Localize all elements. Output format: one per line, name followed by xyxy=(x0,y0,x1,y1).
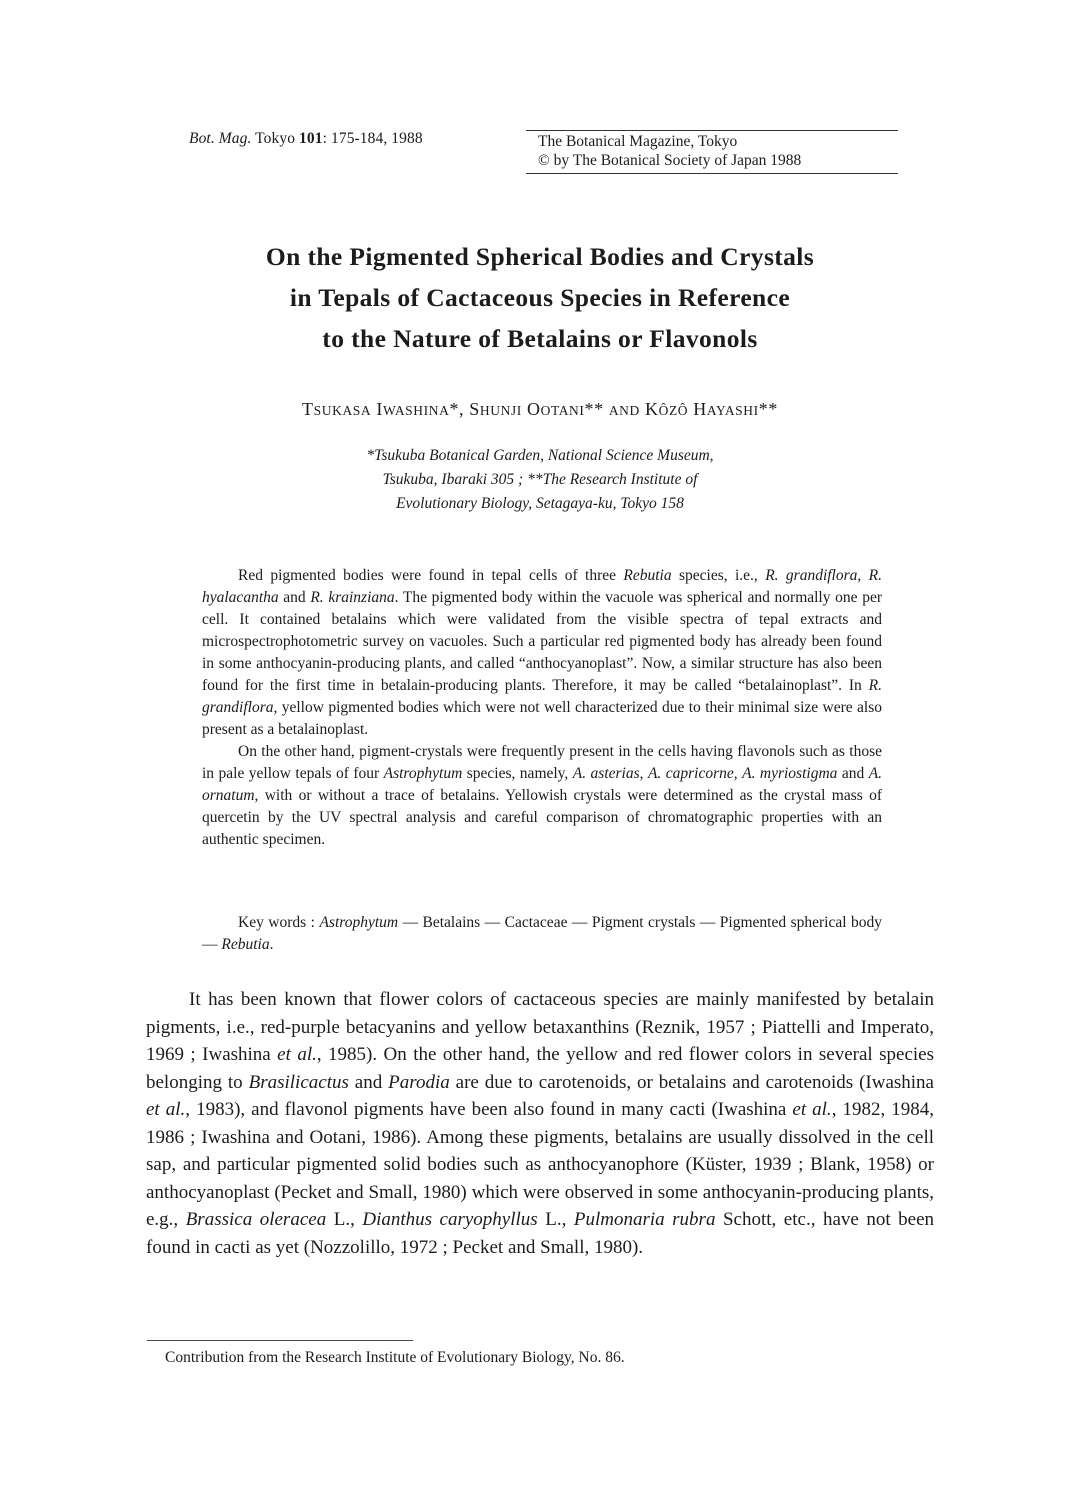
taxon-name: Pulmonaria rubra xyxy=(573,1209,716,1230)
affiliation-line-3: Evolutionary Biology, Setagaya-ku, Tokyo 158 xyxy=(396,495,684,512)
author-3-mark: ** xyxy=(758,399,778,419)
taxon-name: R. hyalacantha xyxy=(202,567,883,606)
body-text xyxy=(146,986,934,1261)
author-3: KÔZÔ HAYASHI xyxy=(645,399,759,419)
key-words-label: Key words : xyxy=(238,914,320,931)
body-paragraph-1: It has been known that flower colors of cactaceous species are mainly manifested by betalain pigments, i.e., red-purple betacyanins and yellow betaxanthins (Reznik, 1957 ; Piattelli and Imperato, 1969 ; Iwashina et al., 1985). On the other hand, the yellow and red flower colors in several species belonging to Brasilicactus and Parodia are due to carotenoids, or betalains and carotenoids (Iwashina et al., 1983), and flavonol pigments have been also found in many cacti (Iwashina et al., 1982, 1984, 1986 ; Iwashina and Ootani, 1986). Among these pigments, betalains are usually dissolved in the cell sap, and particular pigmented solid bodies such as anthocyanophore (Küster, 1939 ; Blank, 1958) or anthocyanoplast (Pecket and Small, 1980) which were observed in some anthocyanin-producing plants, e.g., Brassica oleracea L., Dianthus caryophyllus L., Pulmonaria rubra Schott, etc., have not been found in cacti as yet (Nozzolillo, 1972 ; Pecket and Small, 1980). xyxy=(146,989,935,1258)
keyword: Astrophytum xyxy=(319,914,399,931)
taxon-name: Astrophytum xyxy=(383,765,463,782)
author-list xyxy=(140,399,940,420)
taxon-name: A. myriostigma xyxy=(742,765,838,782)
taxon-name: A. ornatum xyxy=(202,765,883,804)
taxon-name: A. asterias xyxy=(572,765,640,782)
journal-box-bottom-rule xyxy=(526,173,898,174)
journal-box xyxy=(526,130,898,170)
citation-line xyxy=(189,130,423,148)
journal-pages-year: : 175-184, 1988 xyxy=(322,130,423,147)
author-1-mark: *, xyxy=(449,399,470,419)
taxon-name: Rebutia xyxy=(623,567,672,584)
title-line-3: to the Nature of Betalains or Flavonols xyxy=(322,324,758,353)
paper-title xyxy=(140,236,940,359)
footnote-rule xyxy=(147,1340,413,1341)
key-words: Key words : Astrophytum — Betalains — Cactaceae — Pigment crystals — Pigmented spherical body — Rebutia. xyxy=(202,914,882,953)
author-and: AND xyxy=(608,403,640,418)
taxon-name: R. grandiflora xyxy=(765,567,858,584)
taxon-name: Brassica oleracea xyxy=(185,1209,327,1230)
title-line-1: On the Pigmented Spherical Bodies and Crystals xyxy=(265,242,815,271)
journal-name: The Botanical Magazine, Tokyo xyxy=(538,133,738,150)
taxon-name: R. grandiflora, xyxy=(202,677,882,716)
journal-volume: 101 xyxy=(299,130,323,147)
affiliation-line-1: *Tsukuba Botanical Garden, National Science Museum, xyxy=(366,447,714,464)
taxon-name: Parodia xyxy=(388,1071,450,1093)
affiliations xyxy=(240,444,840,516)
taxon-name: Brasilicactus xyxy=(248,1071,349,1093)
keyword-list: — Betalains — Cactaceae — Pigment crystals — Pigmented spherical body — xyxy=(202,914,882,953)
abstract xyxy=(202,565,882,851)
copyright-line: © by The Botanical Society of Japan 1988 xyxy=(538,152,802,169)
abstract-paragraph-2: On the other hand, pigment-crystals were frequently present in the cells having flavonols such as those in pale yellow tepals of four Astrophytum species, namely, A. asterias, A. capricorne, A. myriostigma and A. ornatum, with or without a trace of betalains. Yellowish crystals were determined as the crystal mass of quercetin by the UV spectral analysis and careful comparison of chromatographic properties with an authentic specimen. xyxy=(202,743,883,848)
author-1: TSUKASA IWASHINA xyxy=(302,399,450,419)
taxon-name: R. krainziana xyxy=(310,589,395,606)
author-2-mark: ** xyxy=(584,399,609,419)
journal-abbrev: Bot. Mag. xyxy=(189,130,252,147)
taxon-name: Dianthus caryophyllus xyxy=(362,1209,538,1230)
author-2: SHUNJI OOTANI xyxy=(469,399,585,419)
affiliation-line-2: Tsukuba, Ibaraki 305 ; **The Research Institute of xyxy=(382,471,698,488)
journal-city: Tokyo xyxy=(255,130,296,147)
title-line-2: in Tepals of Cactaceous Species in Reference xyxy=(289,283,791,312)
footnote: Contribution from the Research Institute of Evolutionary Biology, No. 86. xyxy=(165,1349,625,1366)
journal-box-top-rule xyxy=(526,130,898,131)
abstract-paragraph-1: Red pigmented bodies were found in tepal cells of three Rebutia species, i.e., R. grandiflora, R. hyalacantha and R. krainziana. The pigmented body within the vacuole was spherical and normally one per cell. It contained betalains which were validated from the visible spectra of tepal extracts and microspectrophotometric survey on vacuoles. Such a particular red pigmented body has already been found in some anthocyanin-producing plants, and called “anthocyanoplast”. Now, a similar structure has also been found for the first time in betalain-producing plants. Therefore, it may be called “betalainoplast”. In R. grandiflora, yellow pigmented bodies which were not well characterized due to their minimal size were also present as a betalainoplast. xyxy=(202,567,883,738)
keyword: Rebutia xyxy=(221,936,270,953)
taxon-name: A. capricorne xyxy=(647,765,734,782)
